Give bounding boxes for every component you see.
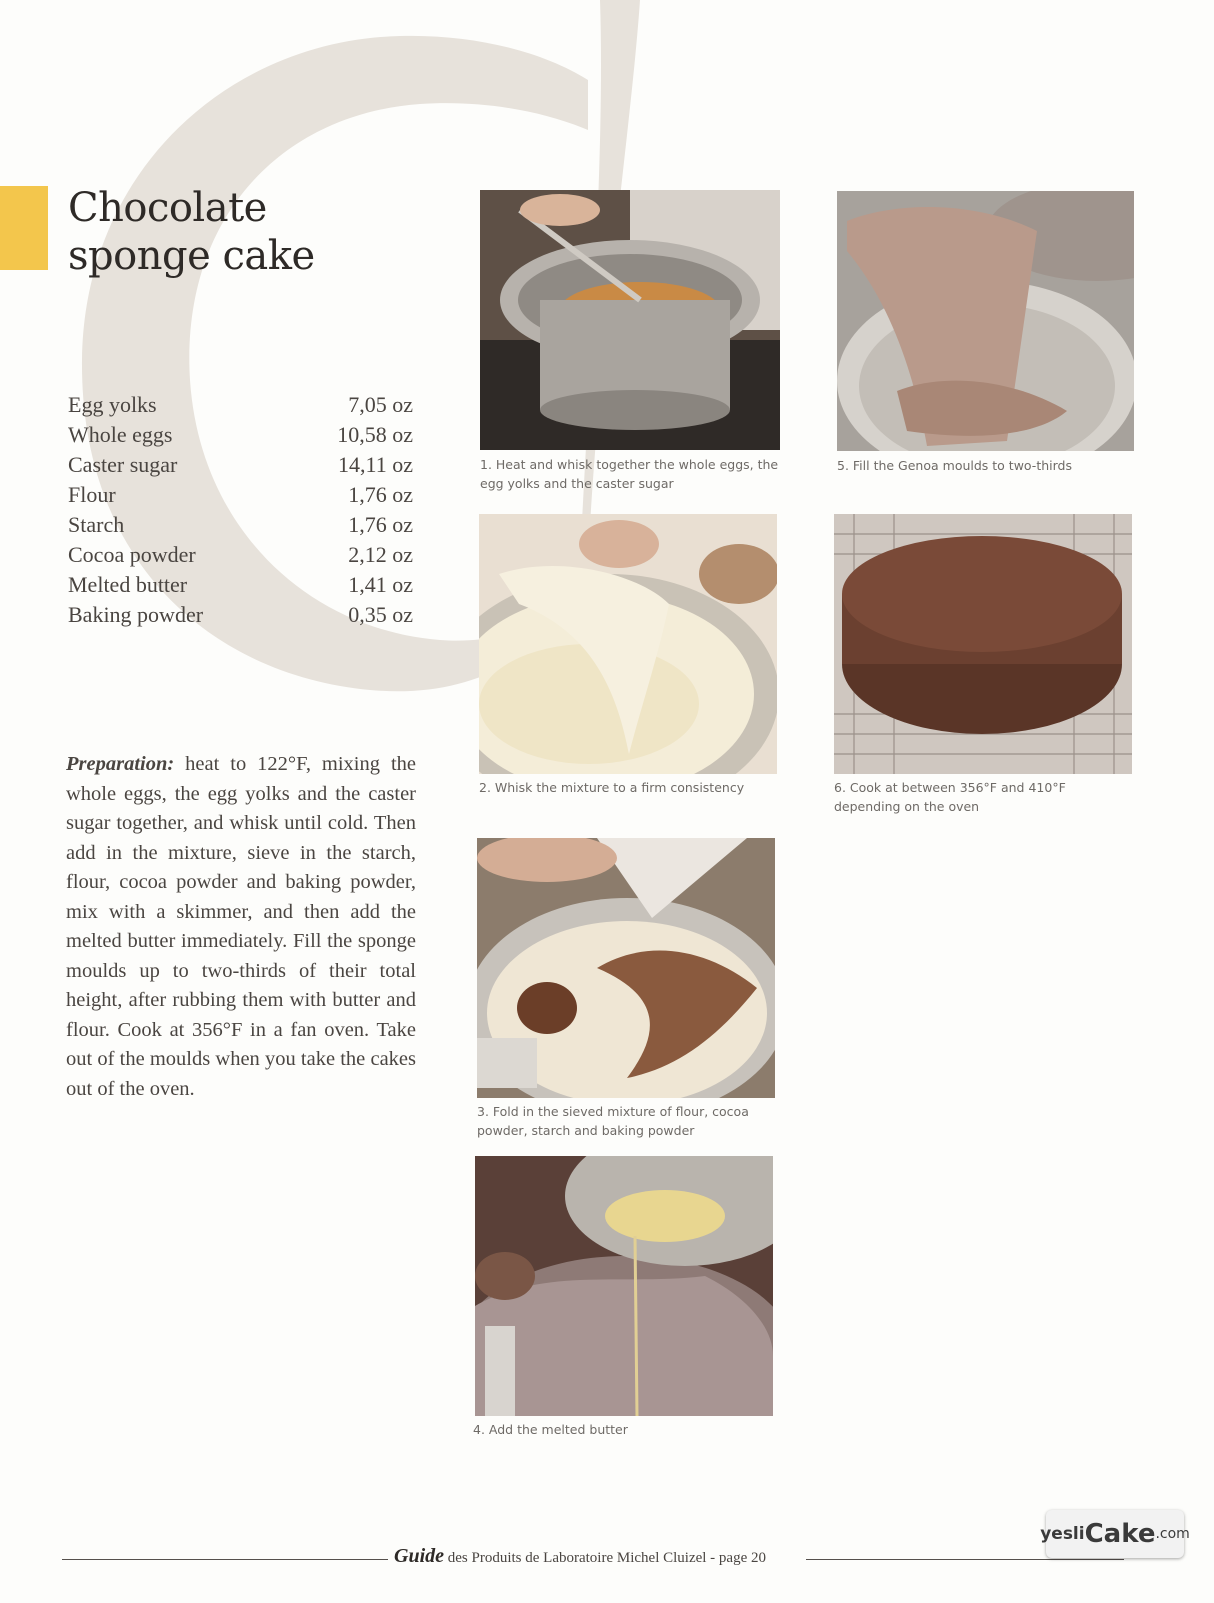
step-4-photo <box>475 1156 773 1416</box>
footer-guide: Guide <box>394 1545 444 1567</box>
accent-tab <box>0 186 48 270</box>
step-3-caption: 3. Fold in the sieved mixture of flour, cocoa powder, starch and baking powder <box>477 1104 749 1138</box>
title-line-2: sponge cake <box>68 233 315 279</box>
title-line-1: Chocolate <box>68 185 267 231</box>
ingredient-amount: 1,41 oz <box>348 572 413 597</box>
footer-text: des Produits de Laboratoire Michel Cluizel - page 20 <box>447 1550 766 1566</box>
ingredient-amount: 10,58 oz <box>337 422 413 447</box>
ingredient-amount: 7,05 oz <box>348 392 413 417</box>
ingredient-row <box>68 510 413 540</box>
watermark-left: yesli <box>1040 1524 1085 1544</box>
ingredient-list <box>68 390 413 630</box>
ingredient-name: Egg yolks <box>68 392 157 417</box>
step-2-caption: 2. Whisk the mixture to a firm consistency <box>479 780 745 795</box>
preparation-label: Preparation: <box>66 753 175 775</box>
recipe-title <box>68 184 315 280</box>
ingredient-name: Baking powder <box>68 602 204 627</box>
step-4-caption: 4. Add the melted butter <box>473 1422 628 1437</box>
ingredient-row <box>68 450 413 480</box>
footer <box>394 1545 766 1568</box>
ingredient-name: Whole eggs <box>68 422 173 447</box>
ingredient-name: Flour <box>68 482 116 507</box>
step-6-photo <box>834 514 1132 774</box>
watermark-mid: Cake <box>1084 1519 1156 1549</box>
watermark-logo <box>1040 1510 1190 1558</box>
step-2-photo <box>479 514 777 774</box>
ingredient-name: Cocoa powder <box>68 542 196 567</box>
ingredient-amount: 0,35 oz <box>348 602 413 627</box>
ingredient-name: Caster sugar <box>68 452 178 477</box>
ingredient-amount: 2,12 oz <box>348 542 413 567</box>
footer-rule-left <box>62 1559 388 1560</box>
ingredient-row <box>68 390 413 420</box>
ingredient-row <box>68 600 413 630</box>
step-1-photo <box>480 190 780 450</box>
step-6-caption: 6. Cook at between 356°F and 410°F depending on the oven <box>834 780 1066 814</box>
ingredient-amount: 14,11 oz <box>338 452 413 477</box>
ingredient-name: Melted butter <box>68 572 188 597</box>
step-5-caption: 5. Fill the Genoa moulds to two-thirds <box>837 458 1072 473</box>
step-1-caption: 1. Heat and whisk together the whole eggs, the egg yolks and the caster sugar <box>480 457 779 491</box>
preparation-paragraph <box>66 750 416 1104</box>
preparation-text: heat to 122°F, mixing the whole eggs, the egg yolks and the caster sugar together, and whisk until cold. Then add in the mixture, sieve in the starch, flour, cocoa powder and baking powder, mix with a skimmer, and then add the melted butter immediately. Fill the sponge moulds up to two-thirds of their total height, after rubbing them with butter and flour. Cook at 356°F in a fan oven. Take out of the moulds when you take the cakes out of the oven. <box>66 753 416 1100</box>
ingredient-name: Starch <box>68 512 125 537</box>
ingredient-row <box>68 540 413 570</box>
ingredient-amount: 1,76 oz <box>348 512 413 537</box>
ingredient-amount: 1,76 oz <box>348 482 413 507</box>
footer-rule-right <box>806 1559 1124 1560</box>
ingredient-row <box>68 480 413 510</box>
step-3-photo <box>477 838 775 1098</box>
watermark-right: .com <box>1155 1526 1190 1542</box>
ingredient-row <box>68 570 413 600</box>
ingredient-row <box>68 420 413 450</box>
step-5-photo <box>837 191 1134 451</box>
